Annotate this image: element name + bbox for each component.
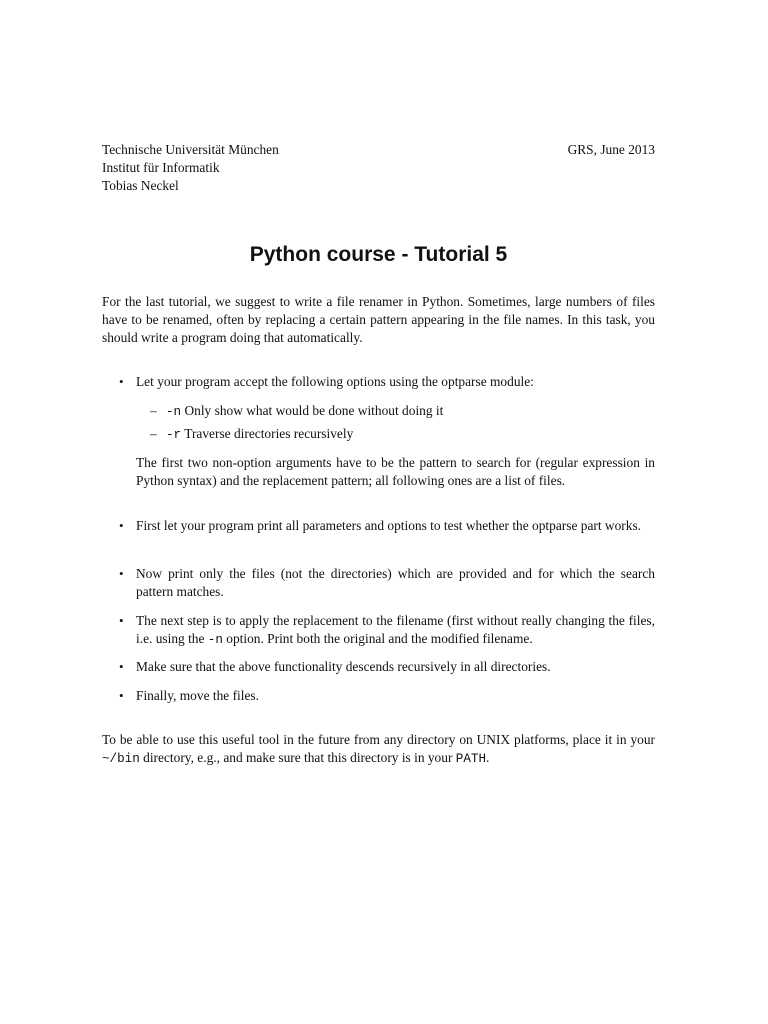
bullet-icon: • [119, 613, 124, 628]
outro-text: directory, e.g., and make sure that this directory is in your [139, 750, 456, 765]
header-affiliation [102, 141, 432, 195]
bullet-icon: • [119, 566, 124, 581]
list-item-recursive [119, 658, 655, 676]
outro-paragraph [102, 731, 655, 768]
page-title: Python course - Tutorial 5 [249, 243, 508, 266]
env-var-code: PATH [455, 752, 486, 766]
dash-icon: – [150, 426, 157, 441]
option-code: -n [207, 633, 223, 647]
header-date: GRS, June 2013 [567, 142, 655, 157]
list-item-text: option. Print both the original and the modified filename. [222, 631, 533, 646]
nonoption-paragraph: The first two non-option arguments have to be the pattern to search for (regular expression in Python syntax) and the replacement pattern; all following ones are a list of files. [136, 455, 655, 488]
list-item-options [119, 373, 655, 391]
list-item-text: Make sure that the above functionality descends recursively in all directories. [136, 659, 551, 674]
option-code: -r [166, 428, 182, 442]
bullet-icon: • [119, 688, 124, 703]
sub-item-text: Only show what would be done without doing it [181, 403, 444, 418]
list-item-text: Now print only the files (not the directories) which are provided and for which the search pattern matches. [136, 566, 655, 599]
list-item-print-files [119, 565, 655, 601]
sub-item-r [150, 425, 353, 444]
outro-text: . [486, 750, 490, 765]
option-code: -n [166, 405, 182, 419]
bullet-icon: • [119, 659, 124, 674]
list-item-print-params [119, 517, 655, 535]
dash-icon: – [150, 403, 157, 418]
bullet-icon: • [119, 374, 124, 389]
sub-item-n [150, 402, 443, 421]
list-item-text: The next step is to apply the replacement to the filename (first without really changing the files, i.e. using the [136, 613, 655, 646]
intro-paragraph: For the last tutorial, we suggest to write a file renamer in Python. Sometimes, large numbers of files have to be renamed, often by replacing a certain pattern appearing in the file names. In this task, you should write a program doing that automatically. [102, 294, 655, 345]
header-institute: Institut für Informatik [102, 160, 220, 175]
list-item-text: Finally, move the files. [136, 688, 259, 703]
list-item-move [119, 687, 655, 705]
header-author: Tobias Neckel [102, 178, 179, 193]
sub-item-text: Traverse directories recursively [181, 426, 354, 441]
path-code: ~/bin [102, 752, 140, 766]
list-item-replace [119, 612, 655, 649]
list-item-text: First let your program print all parameters and options to test whether the optparse part works. [136, 518, 641, 533]
bullet-icon: • [119, 518, 124, 533]
list-item-text: Let your program accept the following options using the optparse module: [136, 374, 534, 389]
header-university: Technische Universität München [102, 142, 279, 157]
outro-text: To be able to use this useful tool in the future from any directory on UNIX platforms, place it in your [102, 732, 655, 747]
